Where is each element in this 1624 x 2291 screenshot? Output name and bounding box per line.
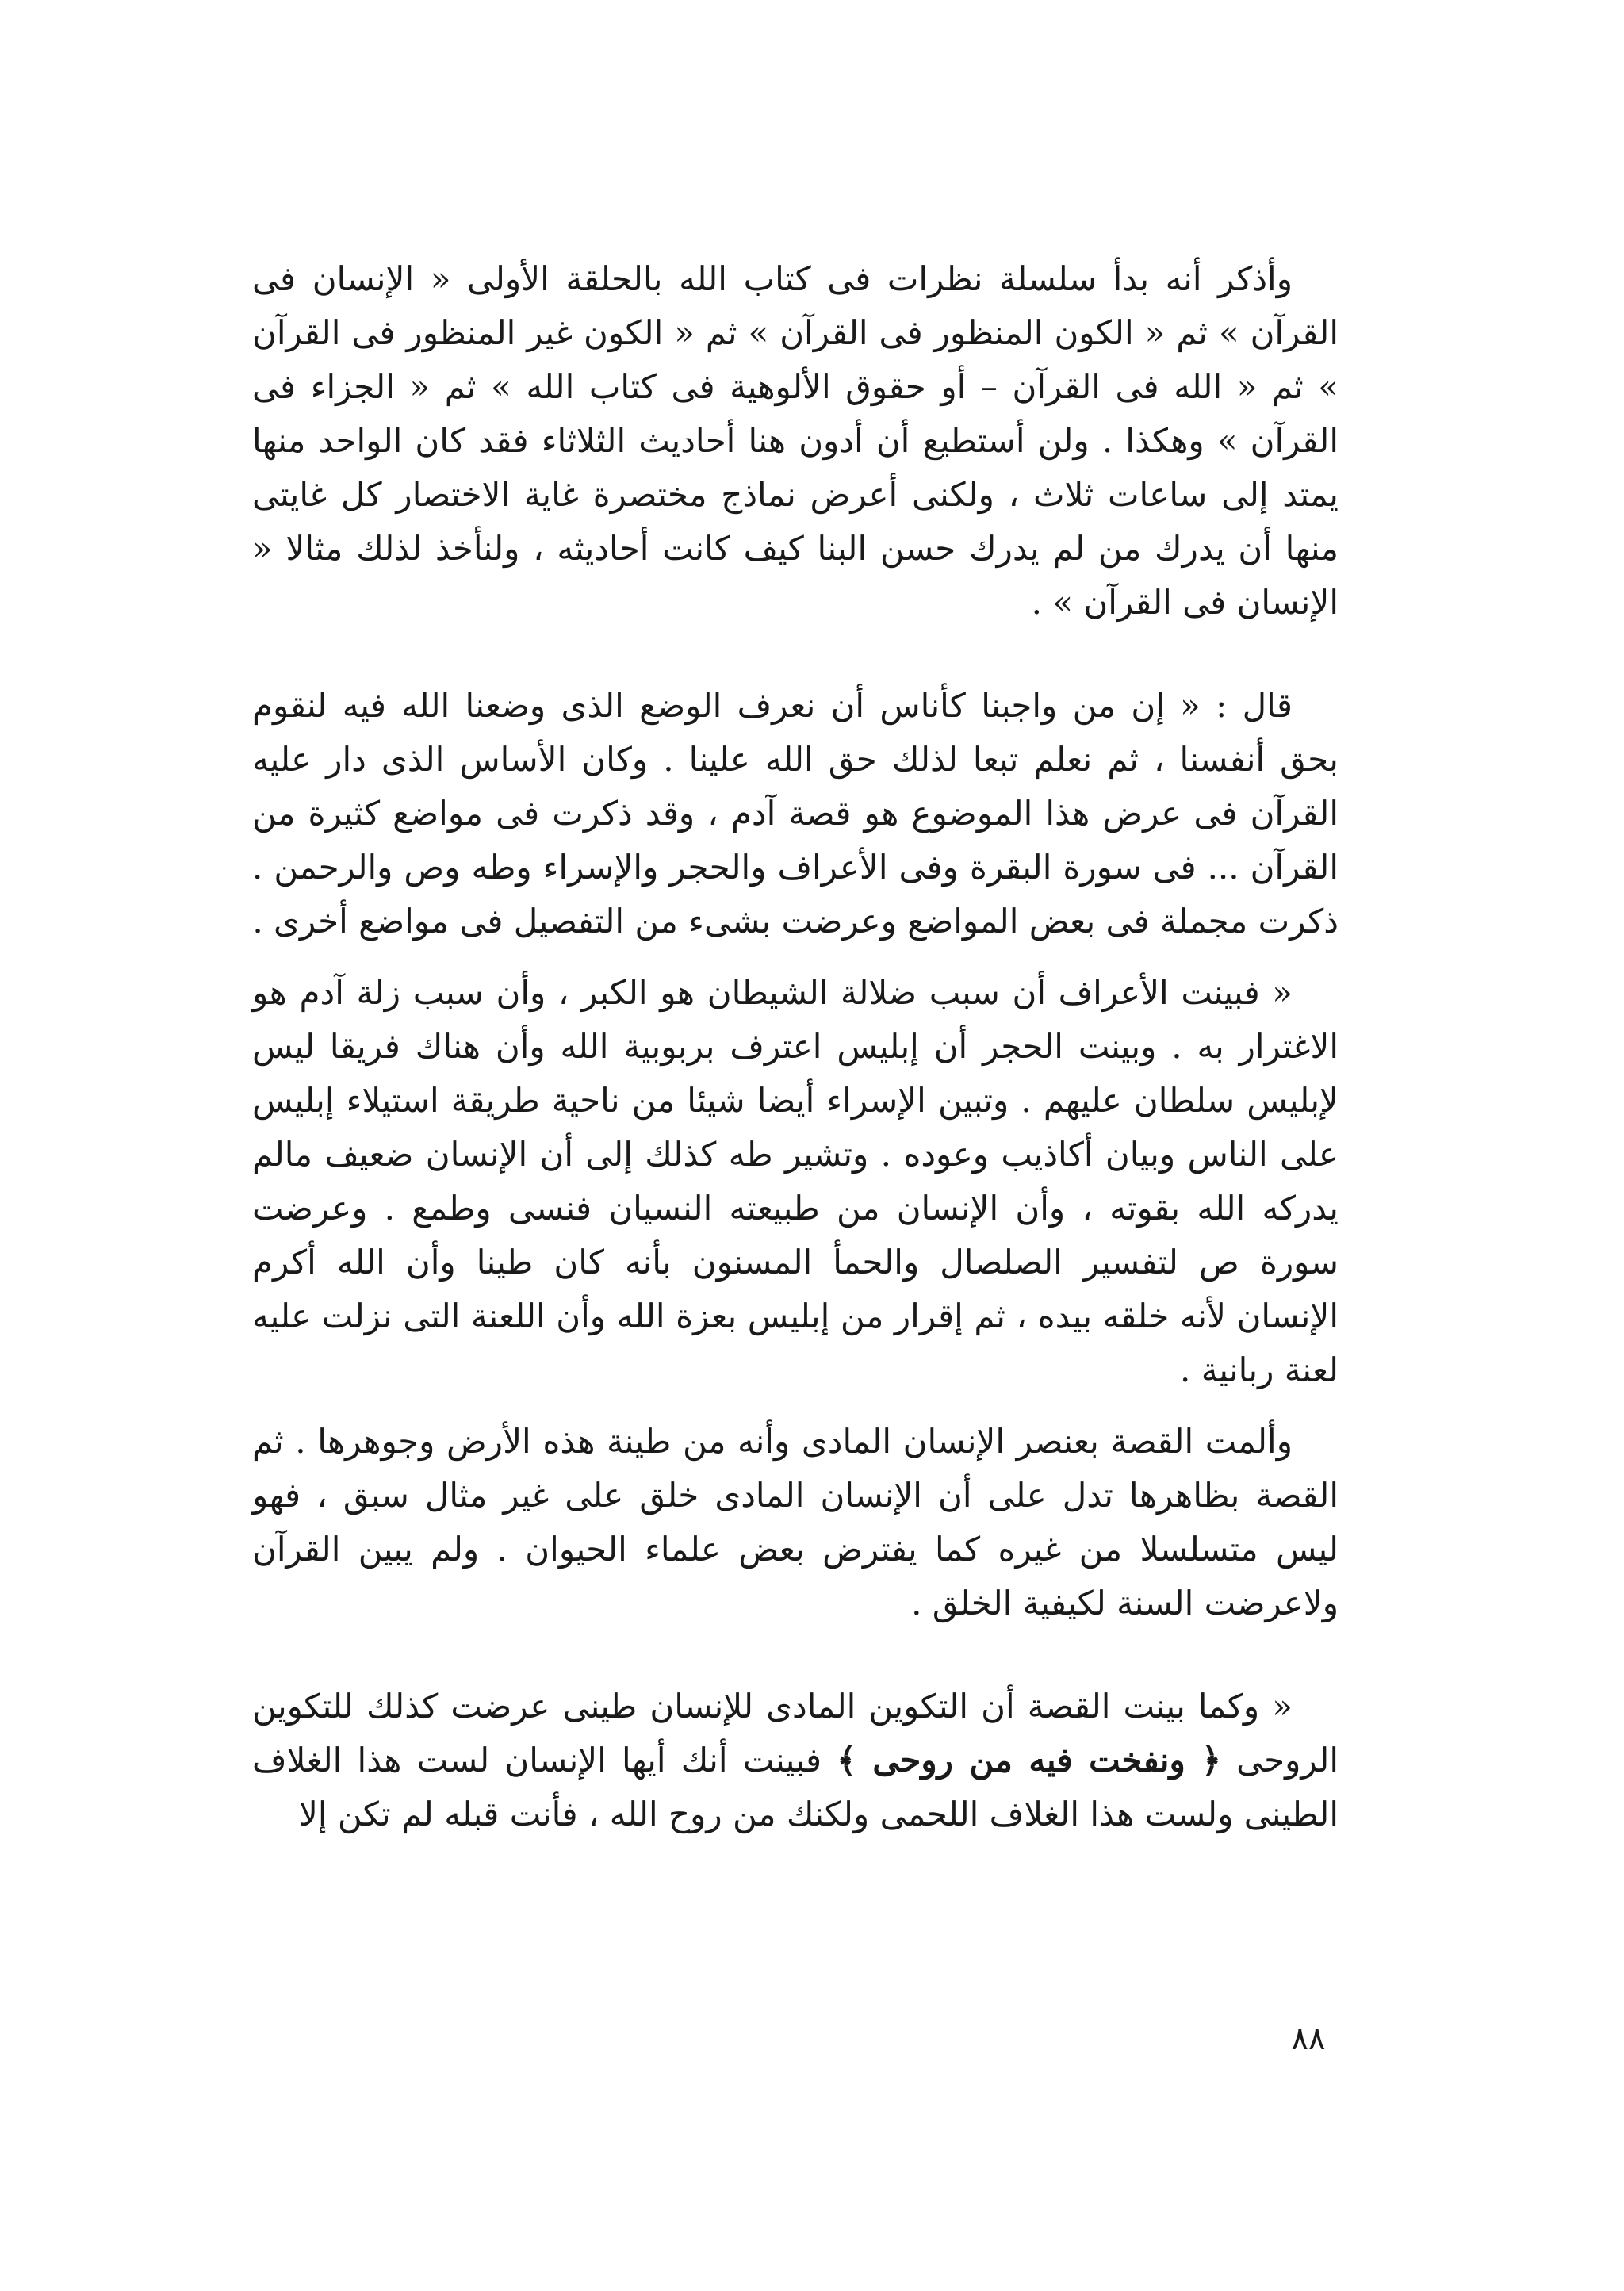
paragraph-material-element: وألمت القصة بعنصر الإنسان المادى وأنه من طينة هذه الأرض وجوهرها . ثم القصة بظاهرها تدل على أن الإنسان المادى خلق على غير مثال سبق ، فهو ليس متسلسلا من غيره كما يفترض بعض علماء الحيوان . ولم يبين القرآن ولاعرضت السنة لكيفية الخلق . [252, 1422, 1339, 1622]
quran-verse: ﴿ ونفخت فيه من روحى ﴾ [837, 1741, 1221, 1780]
paragraph-series-intro: وأذكر أنه بدأ سلسلة نظرات فى كتاب الله بالحلقة الأولى « الإنسان فى القرآن » ثم « الكون المنظور فى القرآن » ثم « الكون غير المنظور فى القرآن » ثم « الله فى القرآن – أو حقوق الألوهية فى كتاب الله » ثم « الجزاء فى القرآن » وهكذا . ولن أستطيع أن أدون هنا أحاديث الثلاثاء فقد كان الواحد منها يمتد إلى ساعات ثلاث ، ولكنى أعرض نماذج مختصرة غاية الاختصار كل غايتى منها أن يدرك من لم يدرك حسن البنا كيف كانت أحاديثه ، ولنأخذ لذلك مثالا « الإنسان فى القرآن » . [252, 259, 1339, 622]
spiritual-text-before-verse: « وكما بينت القصة أن التكوين المادى للإنسان طينى عرضت كذلك للتكوين الروحى [252, 1687, 1339, 1780]
paragraph-spiritual-formation [252, 1680, 1339, 1841]
page-number: ٨٨ [1291, 2021, 1326, 2057]
body-text [252, 252, 1339, 1841]
paragraph-quote-adam-story: قال : « إن من واجبنا كأناس أن نعرف الوضع الذى وضعنا الله فيه لنقوم بحق أنفسنا ، ثم نعلم تبعا لذلك حق الله علينا . وكان الأساس الذى دار عليه القرآن فى عرض هذا الموضوع هو قصة آدم ، وقد ذكرت فى مواضع كثيرة من القرآن ... فى سورة البقرة وفى الأعراف والحجر والإسراء وطه وص والرحمن . ذكرت مجملة فى بعض المواضع وعرضت بشىء من التفصيل فى مواضع أخرى . [252, 686, 1339, 941]
paragraph-surah-explanations: « فبينت الأعراف أن سبب ضلالة الشيطان هو الكبر ، وأن سبب زلة آدم هو الاغترار به . وبينت الحجر أن إبليس اعترف بربوبية الله وأن هناك فريقا ليس لإبليس سلطان عليهم . وتبين الإسراء أيضا شيئا من ناحية طريقة استيلاء إبليس على الناس وبيان أكاذيب وعوده . وتشير طه كذلك إلى أن الإنسان ضعيف مالم يدركه الله بقوته ، وأن الإنسان من طبيعته النسيان فنسى وطمع . وعرضت سورة ص لتفسير الصلصال والحمأ المسنون بأنه كان طينا وأن الله أكرم الإنسان لأنه خلقه بيده ، ثم إقرار من إبليس بعزة الله وأن اللعنة التى نزلت عليه لعنة ربانية . [252, 973, 1339, 1389]
spiritual-text-after-verse: فبينت أنك أيها الإنسان لست هذا الغلاف الطينى ولست هذا الغلاف اللحمى ولكنك من روح الله ، فأنت قبله لم تكن إلا [252, 1741, 1339, 1833]
